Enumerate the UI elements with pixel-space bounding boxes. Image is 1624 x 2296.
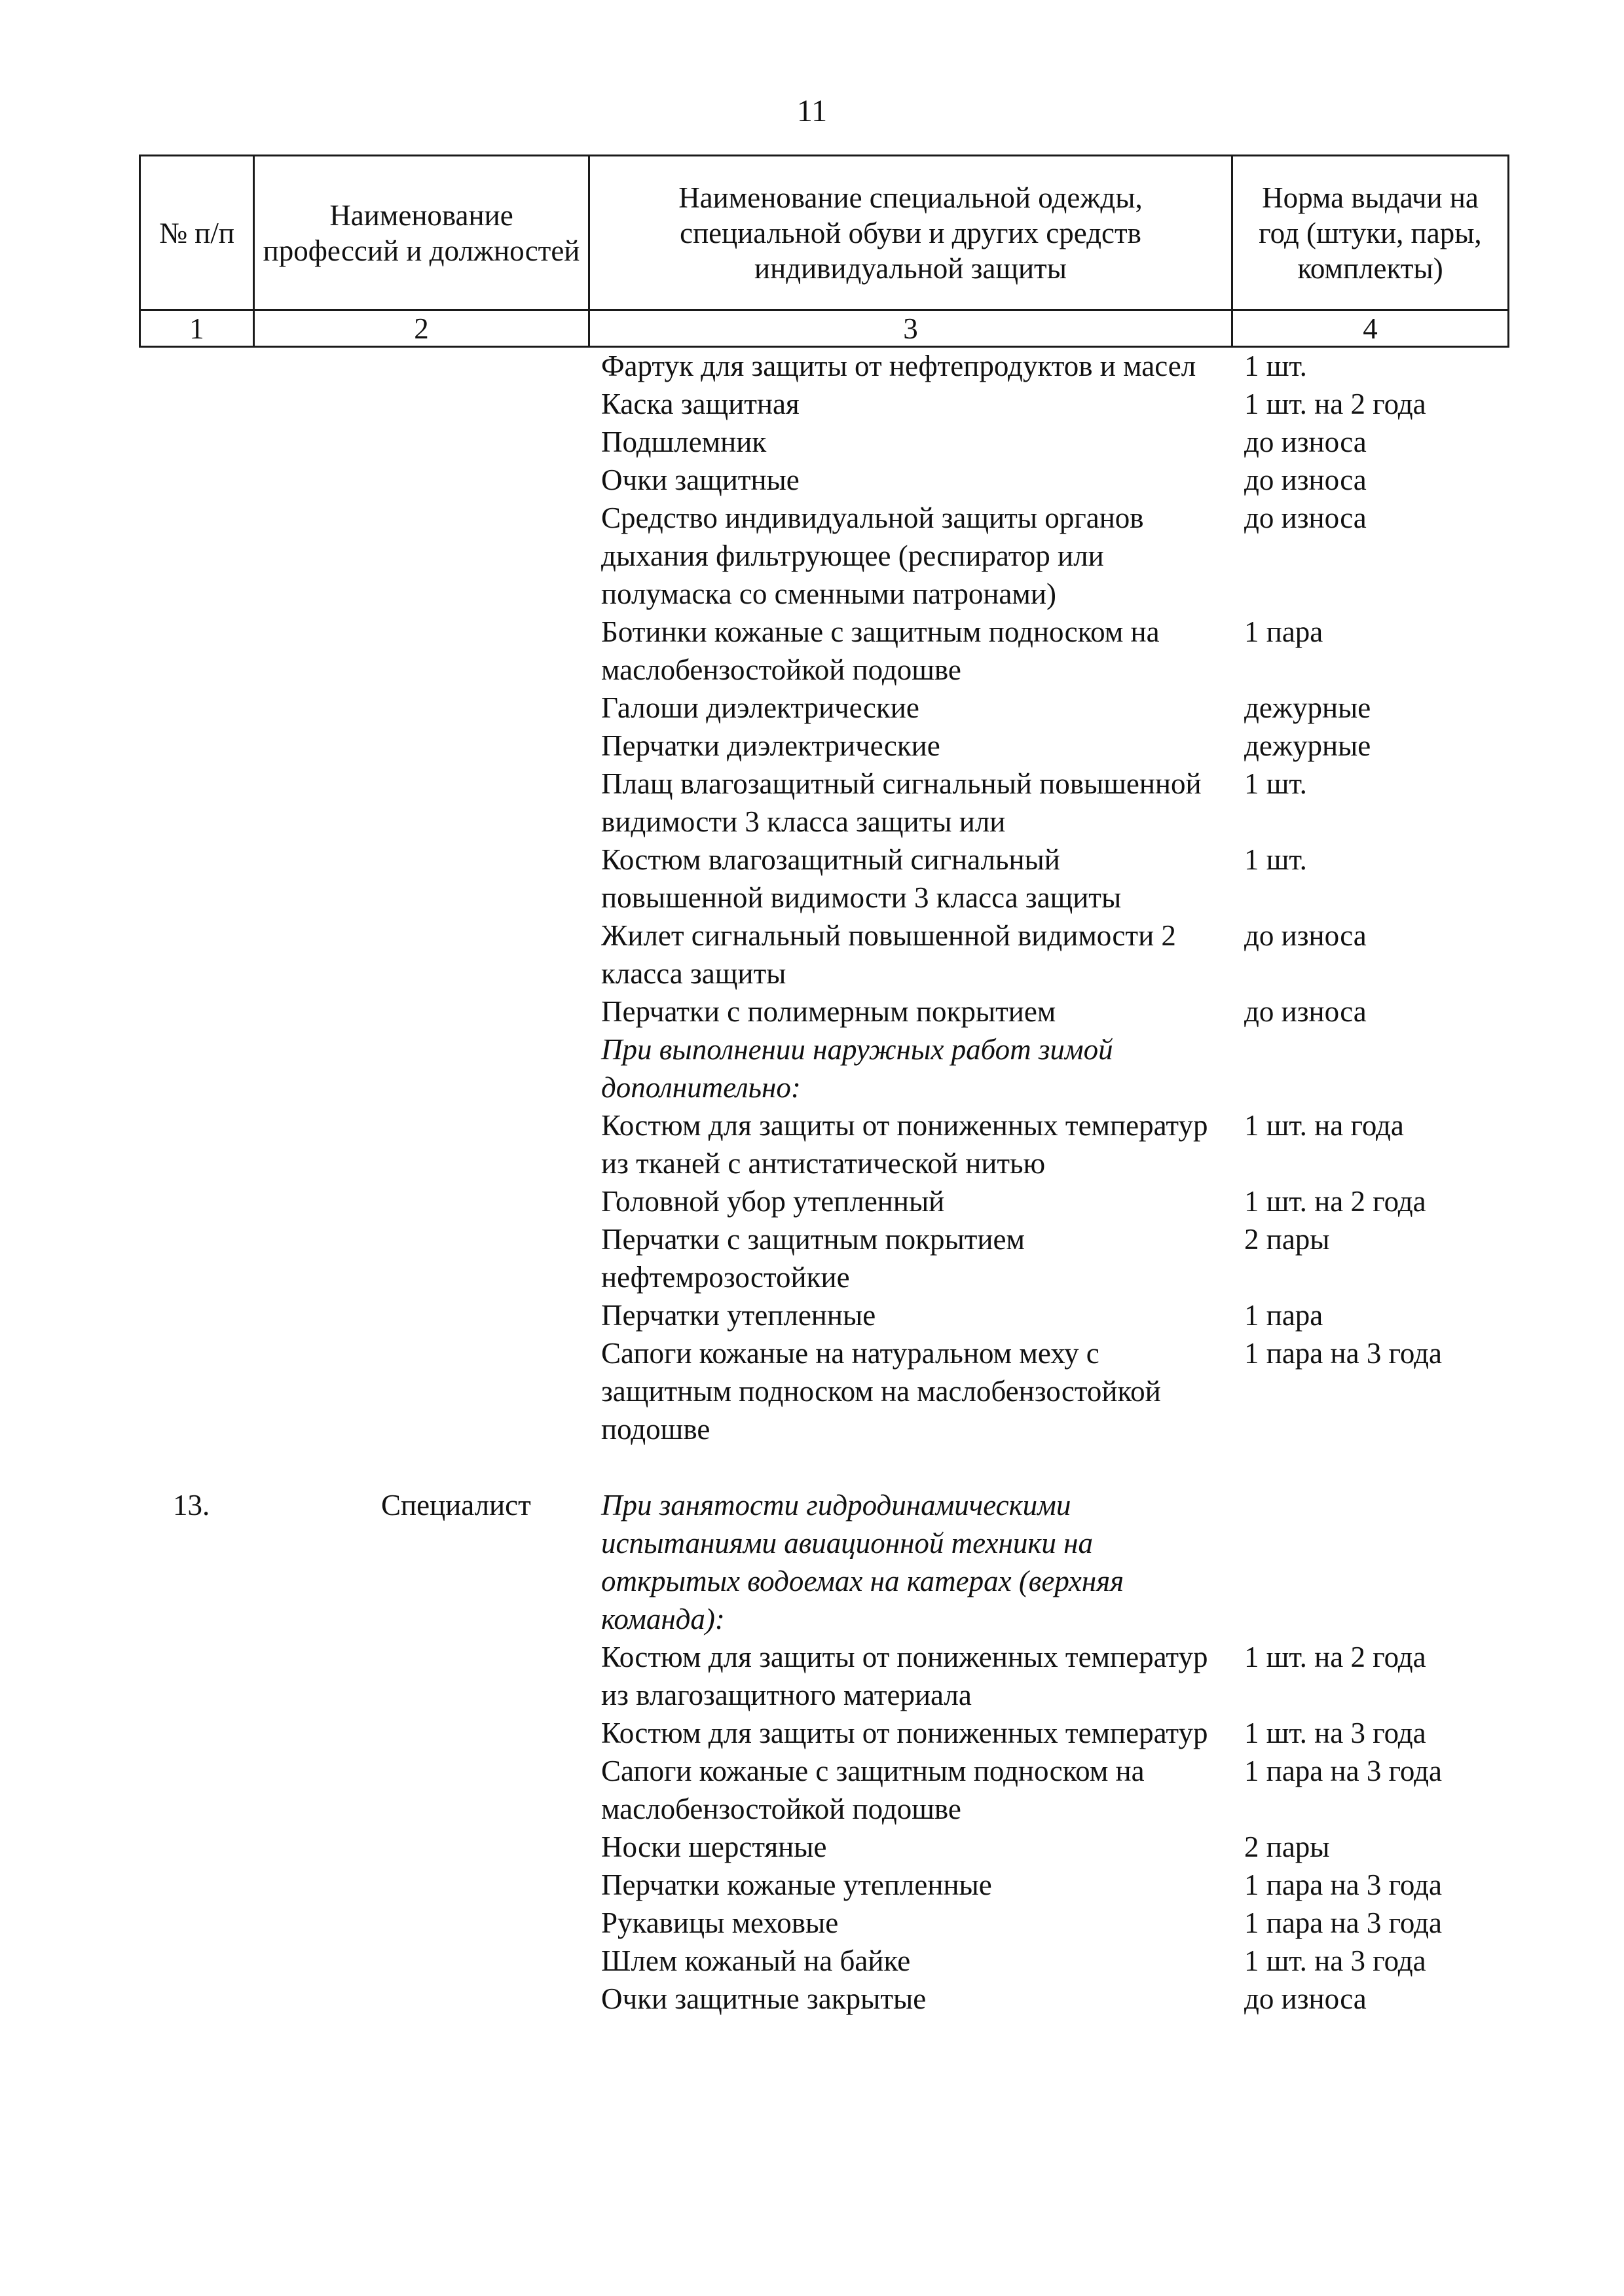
table-body [139, 347, 1507, 2018]
row-norm: до износа [1244, 426, 1367, 458]
row-item: Плащ влагозащитный сигнальный повышенной видимости 3 класса защиты или [601, 767, 1202, 838]
column-number-1: 1 [140, 310, 254, 347]
row-norm: 1 шт. на 2 года [1244, 1185, 1426, 1218]
table-row [139, 385, 1507, 423]
row-norm: до износа [1244, 464, 1367, 496]
row-norm: до износа [1244, 995, 1367, 1028]
row-norm: 1 шт. [1244, 843, 1307, 876]
row-item: Фартук для защиты от нефтепродуктов и масел [601, 350, 1196, 382]
header-profession: Наименование профессий и должностей [254, 156, 589, 310]
table-row [139, 689, 1507, 727]
row-item: Средство индивидуальной защиты органов дыхания фильтрующее (респиратор или полумаска со сменными патронами) [601, 501, 1144, 610]
row-item: Головной убор утепленный [601, 1185, 945, 1218]
row-item: При занятости гидродинамическими испытаниями авиационной техники на открытых водоемах на катерах (верхняя команда): [601, 1489, 1124, 1635]
row-norm: 1 шт. на 3 года [1244, 1717, 1426, 1749]
table-row [139, 1942, 1507, 1980]
table-row [139, 499, 1507, 613]
header-number: № п/п [140, 156, 254, 310]
row-norm: 1 шт. на 3 года [1244, 1944, 1426, 1977]
table-row [139, 1714, 1507, 1752]
table-row [139, 1334, 1507, 1448]
table-row [139, 1296, 1507, 1334]
header-row [140, 156, 1509, 310]
row-item: Костюм для защиты от пониженных температур из влагозащитного материала [601, 1641, 1208, 1711]
column-number-3: 3 [589, 310, 1232, 347]
column-number-2: 2 [254, 310, 589, 347]
row-norm: до износа [1244, 501, 1367, 534]
table-row [139, 1638, 1507, 1714]
table-row [139, 1904, 1507, 1942]
row-item: Костюм влагозащитный сигнальный повышенной видимости 3 класса защиты [601, 843, 1122, 914]
row-norm: дежурные [1244, 729, 1371, 762]
row-item: Сапоги кожаные с защитным подноском на маслобензостойкой подошве [601, 1755, 1145, 1825]
row-item: Перчатки диэлектрические [601, 729, 940, 762]
table-row [139, 1030, 1507, 1106]
row-item: Рукавицы меховые [601, 1906, 839, 1939]
row-item: Костюм для защиты от пониженных температур из тканей с антистатической нитью [601, 1109, 1208, 1180]
table-row [139, 423, 1507, 461]
row-item: Костюм для защиты от пониженных температур [601, 1717, 1208, 1749]
table-row [139, 993, 1507, 1030]
row-item: Перчатки с защитным покрытием нефтемрозостойкие [601, 1223, 1025, 1294]
row-norm: 1 шт. [1244, 767, 1307, 800]
row-item: Очки защитные [601, 464, 800, 496]
row-item: Очки защитные закрытые [601, 1982, 927, 2015]
row-item: Жилет сигнальный повышенной видимости 2 класса защиты [601, 919, 1176, 990]
column-number-4: 4 [1232, 310, 1509, 347]
row-item: Сапоги кожаные на натуральном меху с защитным подноском на маслобензостойкой подошве [601, 1337, 1161, 1446]
row-item: Перчатки утепленные [601, 1299, 876, 1332]
row-number: 13. [173, 1489, 210, 1522]
table-row [139, 613, 1507, 689]
row-profession: Специалист [381, 1489, 531, 1522]
row-norm: 2 пары [1244, 1831, 1330, 1863]
row-norm: 2 пары [1244, 1223, 1330, 1256]
row-item: Шлем кожаный на байке [601, 1944, 911, 1977]
section-gap [139, 1448, 1507, 1486]
table-row [139, 1182, 1507, 1220]
row-item: Перчатки кожаные утепленные [601, 1868, 992, 1901]
row-item: Подшлемник [601, 426, 767, 458]
row-norm: 1 шт. на 2 года [1244, 388, 1426, 420]
table-row [139, 727, 1507, 765]
table-row [139, 1866, 1507, 1904]
row-norm: 1 пара [1244, 615, 1323, 648]
table-row [139, 1486, 1507, 1638]
row-item: Ботинки кожаные с защитным подноском на маслобензостойкой подошве [601, 615, 1160, 686]
continued-rows [139, 347, 1507, 1448]
row-norm: 1 пара на 3 года [1244, 1868, 1442, 1901]
table-row [139, 1980, 1507, 2018]
row-norm: 1 шт. [1244, 350, 1307, 382]
row-item: Носки шерстяные [601, 1831, 827, 1863]
row-norm: 1 пара на 3 года [1244, 1337, 1442, 1370]
row-norm: дежурные [1244, 691, 1371, 724]
row-item: Галоши диэлектрические [601, 691, 919, 724]
header-table [139, 155, 1509, 348]
column-number-row [140, 310, 1509, 347]
header-norm: Норма выдачи на год (штуки, пары, комплекты) [1232, 156, 1509, 310]
row-norm: 1 шт. на 2 года [1244, 1641, 1426, 1673]
section-13 [139, 1486, 1507, 2018]
row-norm: 1 шт. на года [1244, 1109, 1404, 1142]
row-item: Каска защитная [601, 388, 800, 420]
row-item: Перчатки с полимерным покрытием [601, 995, 1056, 1028]
table-row [139, 841, 1507, 917]
page-number: 11 [796, 94, 828, 128]
row-norm: до износа [1244, 919, 1367, 952]
row-item: При выполнении наружных работ зимой дополнительно: [601, 1033, 1113, 1104]
table-row [139, 461, 1507, 499]
row-norm: 1 пара [1244, 1299, 1323, 1332]
table-row [139, 917, 1507, 993]
header-equipment: Наименование специальной одежды, специальной обуви и других средств индивидуальной защиты [589, 156, 1232, 310]
table-row [139, 1220, 1507, 1296]
table-row [139, 1106, 1507, 1182]
row-norm: до износа [1244, 1982, 1367, 2015]
table-row [139, 765, 1507, 841]
table-row [139, 1828, 1507, 1866]
table-row [139, 1752, 1507, 1828]
row-norm: 1 пара на 3 года [1244, 1906, 1442, 1939]
table-row [139, 347, 1507, 385]
row-norm: 1 пара на 3 года [1244, 1755, 1442, 1787]
